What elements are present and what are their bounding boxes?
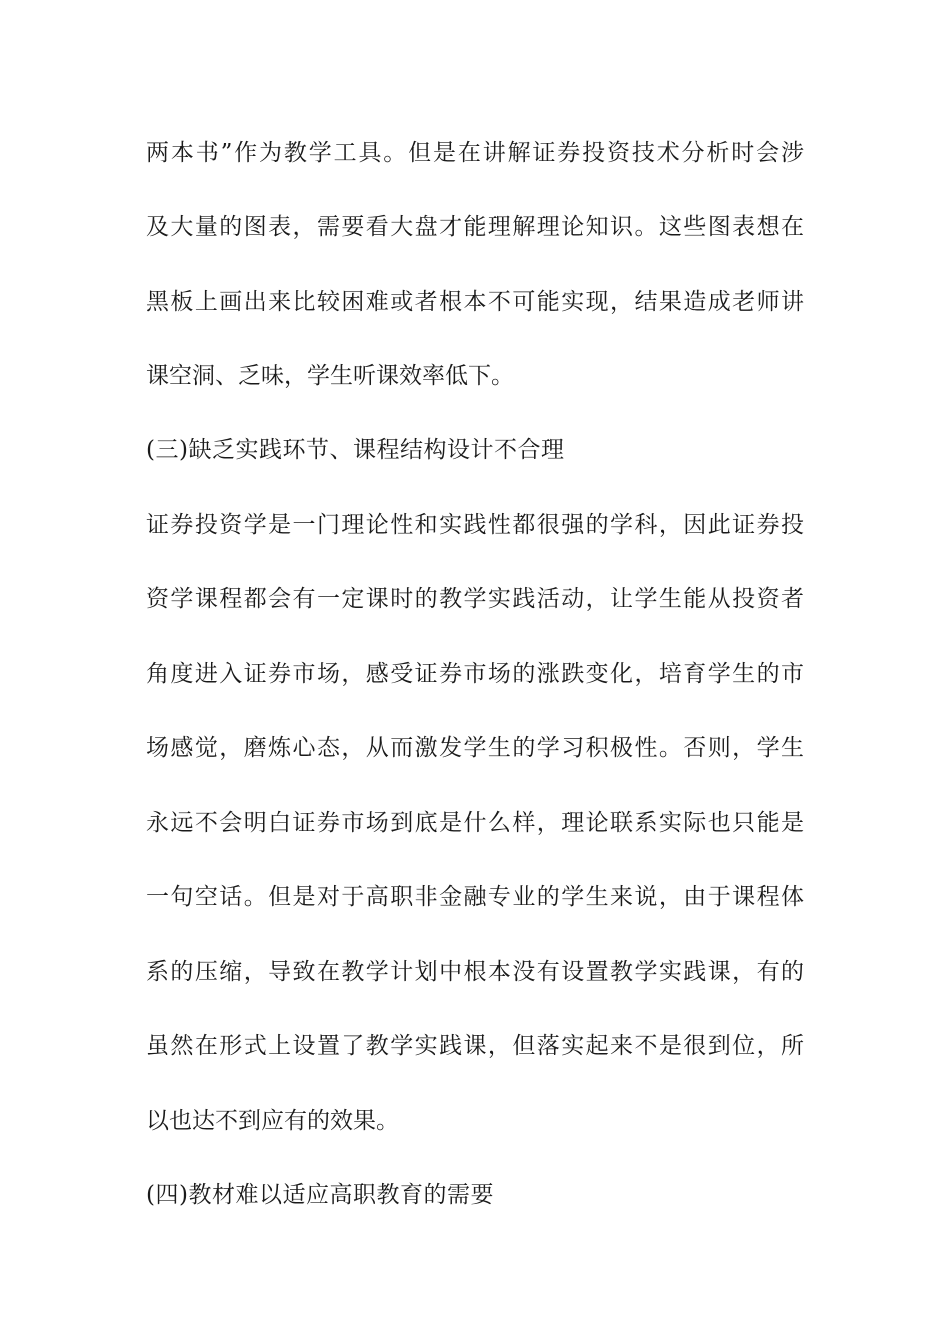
text-line: 虽然在形式上设置了教学实践课，但落实起来不是很到位，所	[146, 1033, 804, 1059]
text-line: 两本书”作为教学工具。但是在讲解证券投资技术分析时会涉	[146, 140, 804, 166]
text-line: 及大量的图表，需要看大盘才能理解理论知识。这些图表想在	[146, 214, 804, 240]
text-line: 一句空话。但是对于高职非金融专业的学生来说，由于课程体	[146, 884, 804, 910]
text-line: 以也达不到应有的效果。	[146, 1108, 399, 1134]
section-heading: (三)缺乏实践环节、课程结构设计不合理	[146, 437, 565, 463]
text-line: 资学课程都会有一定课时的教学实践活动，让学生能从投资者	[146, 586, 804, 612]
text-line: 场感觉，磨炼心态，从而激发学生的学习积极性。否则，学生	[146, 735, 804, 761]
text-line: 课空洞、乏味，学生听课效率低下。	[146, 363, 514, 389]
text-line: 黑板上画出来比较困难或者根本不可能实现，结果造成老师讲	[146, 289, 804, 315]
section-heading: (四)教材难以适应高职教育的需要	[146, 1182, 494, 1208]
text-line: 永远不会明白证券市场到底是什么样，理论联系实际也只能是	[146, 810, 804, 836]
text-line: 证券投资学是一门理论性和实践性都很强的学科，因此证券投	[146, 512, 804, 538]
text-line: 系的压缩，导致在教学计划中根本没有设置教学实践课，有的	[146, 959, 804, 985]
text-line: 角度进入证券市场，感受证券市场的涨跌变化，培育学生的市	[146, 661, 804, 687]
